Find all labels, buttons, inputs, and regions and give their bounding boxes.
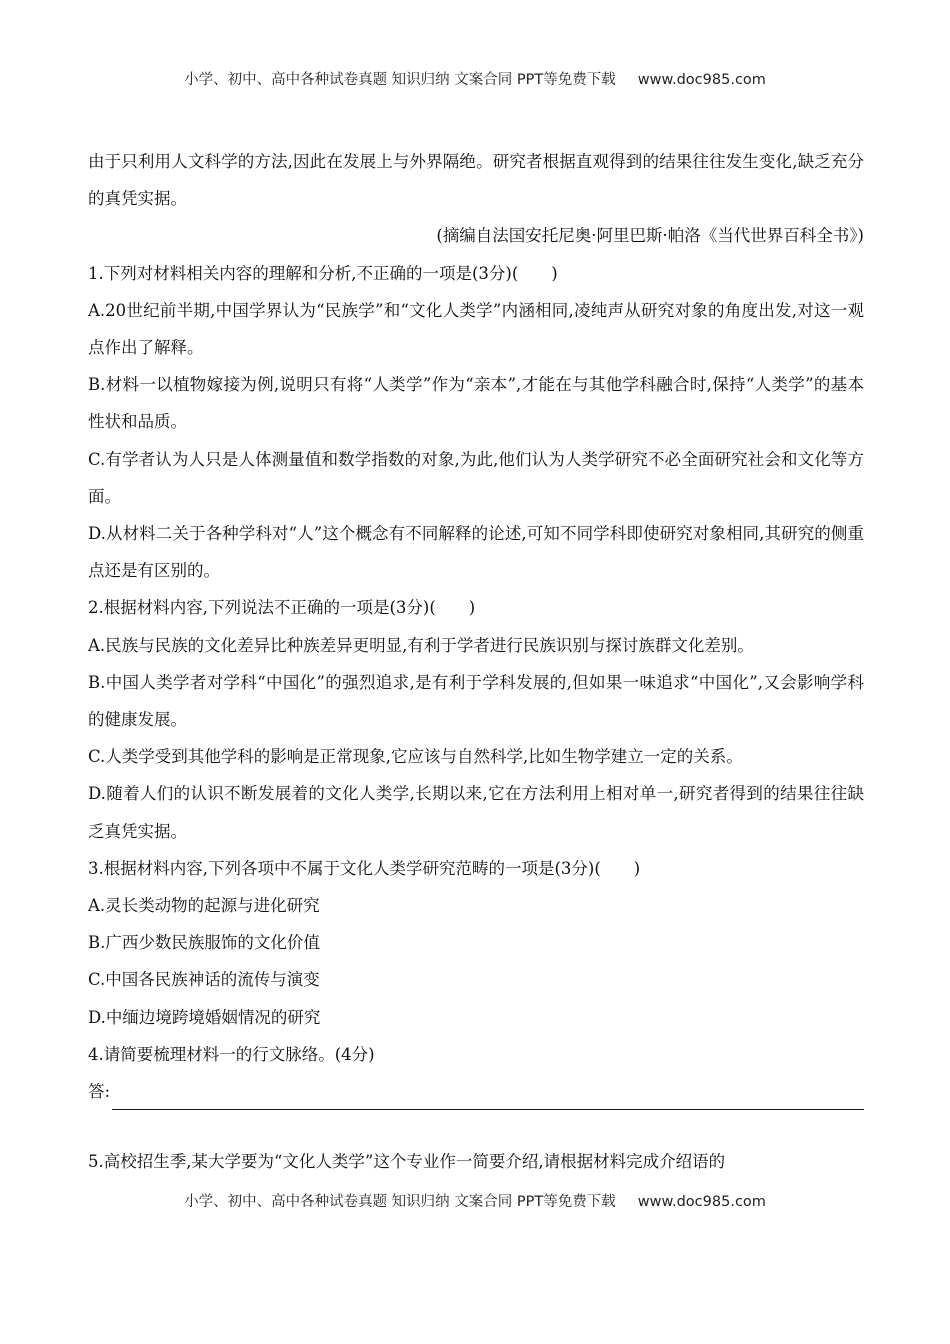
answer-line[interactable] bbox=[112, 1083, 864, 1110]
question-3-stem: 3.根据材料内容,下列各项中不属于文化人类学研究范畴的一项是(3分)( ) bbox=[88, 858, 641, 878]
source-citation: (摘编自法国安托尼奥·阿里巴斯·帕洛《当代世界百科全书》) bbox=[436, 226, 864, 246]
question-2-option-d: D.随着人们的认识不断发展着的文化人类学,长期以来,它在方法利用上相对单一,研究者得到的结果往往缺乏真凭实据。 bbox=[88, 784, 864, 841]
question-2-stem: 2.根据材料内容,下列说法不正确的一项是(3分)( ) bbox=[88, 598, 476, 618]
question-1-option-b: B.材料一以植物嫁接为例,说明只有将“人类学”作为“亲本”,才能在与其他学科融合时,保持“人类学”的基本性状和品质。 bbox=[88, 375, 864, 432]
header-text: 小学、初中、高中各种试卷真题 知识归纳 文案合同 PPT等免费下载 bbox=[184, 72, 616, 88]
spacer bbox=[88, 1110, 864, 1143]
question-3-option-c: C.中国各民族神话的流传与演变 bbox=[88, 970, 320, 990]
question-2-option-c: C.人类学受到其他学科的影响是正常现象,它应该与自然科学,比如生物学建立一定的关系。 bbox=[88, 747, 743, 767]
question-2-option-b: B.中国人类学者对学科“中国化”的强烈追求,是有利于学科发展的,但如果一味追求“中国化”,又会影响学科的健康发展。 bbox=[88, 672, 864, 730]
question-1-option-c: C.有学者认为人只是人体测量值和数学指数的对象,为此,他们认为人类学研究不必全面研究社会和文化等方面。 bbox=[88, 449, 864, 506]
question-1-stem: 1.下列对材料相关内容的理解和分析,不正确的一项是(3分)( ) bbox=[88, 263, 558, 283]
answer-label: 答: bbox=[88, 1082, 111, 1102]
question-4-answer bbox=[88, 1073, 864, 1110]
question-3-option-a: A.灵长类动物的起源与进化研究 bbox=[88, 896, 320, 916]
question-1-option-a: A.20世纪前半期,中国学界认为“民族学”和“文化人类学”内涵相同,凌纯声从研究对象的角度出发,对这一观点作出了解释。 bbox=[88, 300, 864, 358]
page-footer bbox=[0, 1190, 950, 1211]
footer-text: 小学、初中、高中各种试卷真题 知识归纳 文案合同 PPT等免费下载 bbox=[184, 1194, 616, 1210]
question-5-stem: 5.高校招生季,某大学要为“文化人类学”这个专业作一简要介绍,请根据材料完成介绍语的 bbox=[88, 1152, 726, 1172]
question-3-option-d: D.中缅边境跨境婚姻情况的研究 bbox=[88, 1007, 321, 1027]
question-1-option-d: D.从材料二关于各种学科对“人”这个概念有不同解释的论述,可知不同学科即使研究对象相同,其研究的侧重点还是有区别的。 bbox=[88, 524, 864, 581]
header-url[interactable]: www.doc985.com bbox=[637, 72, 766, 88]
question-4-stem: 4.请简要梳理材料一的行文脉络。(4分) bbox=[88, 1044, 375, 1064]
page-header bbox=[0, 68, 950, 89]
document-body bbox=[88, 143, 864, 1180]
question-2-option-a: A.民族与民族的文化差异比种族差异更明显,有利于学者进行民族识别与探讨族群文化差别。 bbox=[88, 635, 754, 655]
intro-paragraph: 由于只利用人文科学的方法,因此在发展上与外界隔绝。研究者根据直观得到的结果往往发生变化,缺乏充分的真凭实据。 bbox=[88, 152, 864, 209]
question-3-option-b: B.广西少数民族服饰的文化价值 bbox=[88, 933, 320, 953]
footer-url[interactable]: www.doc985.com bbox=[637, 1194, 766, 1210]
